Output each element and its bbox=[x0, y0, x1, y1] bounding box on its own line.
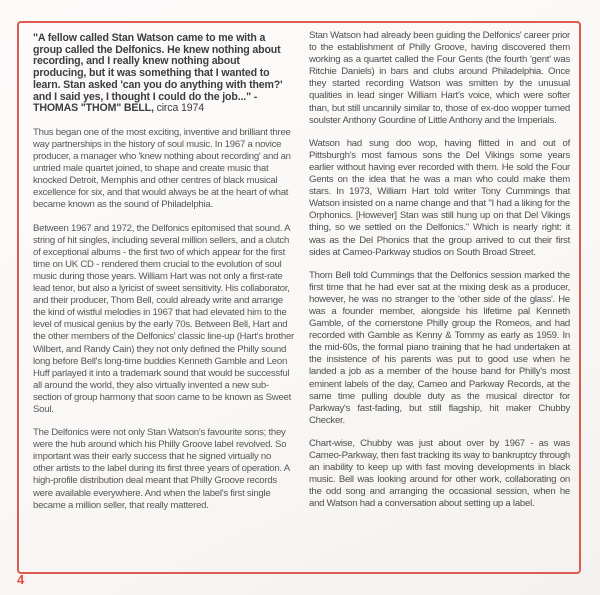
right-paragraph-3: Thom Bell told Cummings that the Delfonics session marked the first time that he had ever sat at the mixing desk as a producer, however, he was no stranger to the 'other side of the glass'. He was a founder member, alongside his lifetime pal Kenneth Gamble, of the cornerstone Philly group the Romeos, and had recorded with Gamble as Kenny & Tommy as early as 1959. In the mid-60s, the formal piano training that he had undertaken at the insistence of his parents was put to good use when he landed a job as a member of the house band for Philly's most eminent labels of the day, Cameo and Parkway Records, at the same time pulling double duty as the musical director for Parkway's fast-fading, but still flagship, hit maker Chubby Checker. bbox=[309, 269, 570, 426]
left-paragraph-3: The Delfonics were not only Stan Watson's favourite sons; they were the hub around which his Philly Groove label revolved. So important was their early success that he signed virtually no other artists to the label during its first three years of operation. A high-profile distribution deal meant that Philly Groove records were available everywhere. And when the label's first single became a million seller, that really mattered. bbox=[33, 427, 290, 511]
right-paragraph-2: Watson had sung doo wop, having flitted in and out of Pittsburgh's most famous sons the Del Vikings some years earlier without having ever recorded with them. He sold the Four Gents on the idea that he was a man who could make them stars. In 1973, William Hart told writer Tony Cummings that Watson insisted on a name change and that "I had a liking for the Orphonics. [However] Stan was still hung up on that Del Vikings thing, so we settled on the Delfonics." Which is nearly right: it was as the Del Phonics that the group arrived to cut their first sides at Cameo-Parkway studios on South Broad Street. bbox=[309, 137, 570, 258]
right-paragraph-1: Stan Watson had already been guiding the Delfonics' career prior to the establishment of Philly Groove, having discovered them working as a quartet called the Four Gents (the fourth 'gent' was Ritchie Daniels) in bars and clubs around Philadelphia. Once they started recording Watson was smitten by the unusual qualities in lead singer William Hart's voice, which were softer than, but still uncannily similar to, those of ex-doo wopper turned soulster Anthony Gourdine of Little Anthony and the Imperials. bbox=[309, 30, 570, 126]
left-paragraph-2: Between 1967 and 1972, the Delfonics epitomised that sound. A string of hit singles, including several million sellers, and a clutch of exceptional albums - the first two of which appear for the first time on UK CD - rendered them crucial to the evolution of soul music during those years. William Hart was not only a first-rate lead tenor, but also a lyricist of sweet sensitivity. His collaborator, and their producer, Thom Bell, could already write and arrange the kind of wistful melodies in 1967 that had elevated him to the level of musical genius by the early 70s. Between Bell, Hart and the other members of the Delfonics' classic line-up (Hart's brother Wilbert, and Randy Cain) they not only defined the Philly sound long before Bell's long-time buddies Kenneth Gamble and Leon Huff parlayed it into a trademark sound that would be successful all around the world, they also virtually invented a new sub-section of group harmony that soon came to be known as Sweet Soul. bbox=[33, 222, 294, 415]
right-paragraph-4: Chart-wise, Chubby was just about over by 1967 - as was Cameo-Parkway, then fast tracking its way to bankruptcy through an inability to keep up with fast moving developments in black music. Bell was looking around for other work, collaborating on the odd song and arranging the occasional session, when he and Watson had a conversation about setting up a label. bbox=[309, 437, 570, 510]
left-paragraph-1: Thus began one of the most exciting, inventive and brilliant three way partnerships in the history of soul music. In 1967 a novice producer, a manager who 'knew nothing about recording' and an untried male quartet joined, to shape and create music that knocked Detroit, Memphis and other centres of black musical excellence for six, and that would always be at the heart of what became known as the sound of Philadelphia. bbox=[33, 126, 291, 211]
page-number: 4 bbox=[17, 572, 25, 587]
text-columns bbox=[33, 30, 570, 523]
pull-quote bbox=[33, 33, 294, 115]
quote-attribution: THOMAS "THOM" BELL, bbox=[33, 102, 154, 115]
left-column bbox=[33, 30, 294, 523]
quote-text: "A fellow called Stan Watson came to me with a group called the Delfonics. He knew nothing about recording, and I really knew nothing about producing, but it was something that I wanted to learn. Stan asked 'can you do anything with them?' and I said yes, I thought I could do the job..." - bbox=[33, 32, 283, 103]
quote-attribution-date: circa 1974 bbox=[153, 102, 204, 115]
right-column bbox=[309, 30, 570, 523]
